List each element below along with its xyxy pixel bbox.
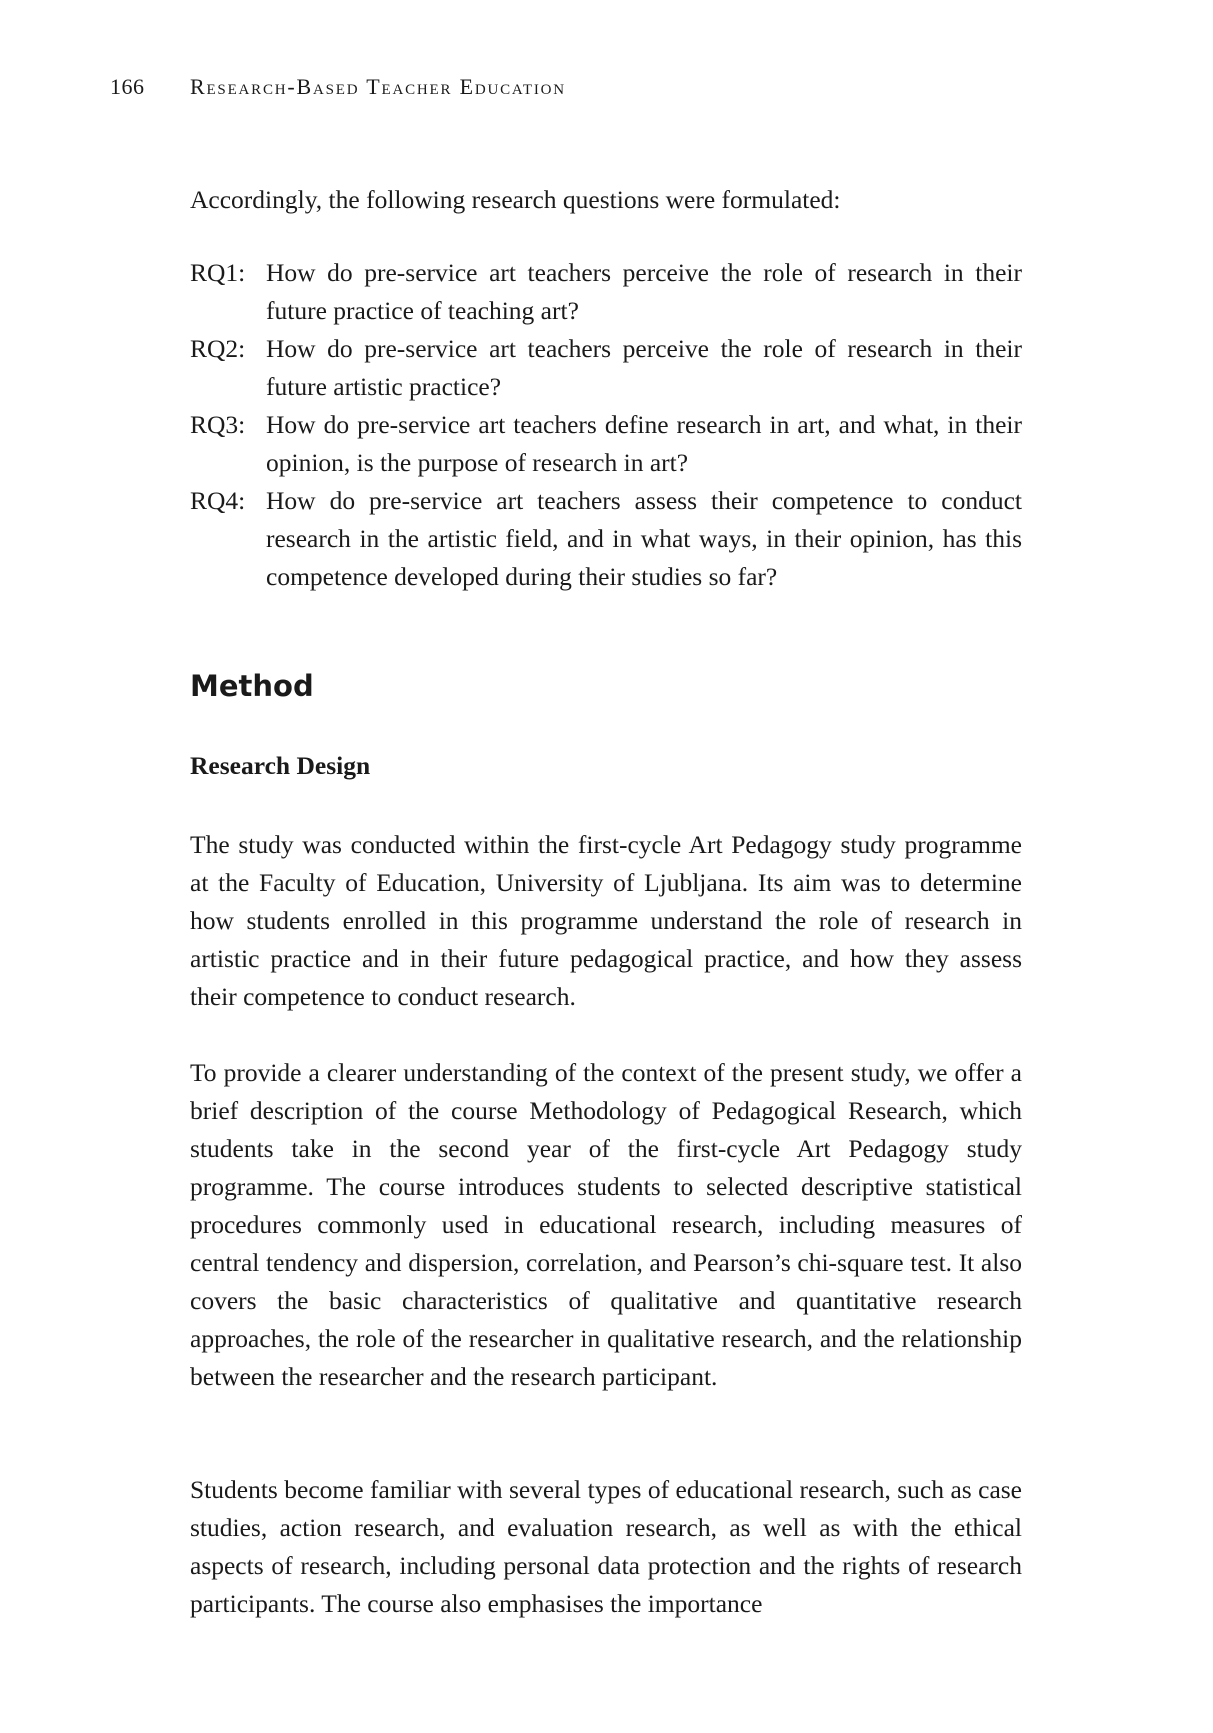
subsection-heading: Research Design (190, 751, 371, 780)
page-number: 166 (110, 74, 145, 99)
research-question-label: RQ3: (190, 410, 246, 439)
research-question-text: How do pre-service art teachers assess their competence to conduct research in the artistic field, and in what ways, in their opinion, has this competence developed during their studies so far? (266, 486, 1022, 591)
research-question-item (190, 406, 1022, 482)
research-question-label: RQ2: (190, 334, 246, 363)
research-question-text: How do pre-service art teachers perceive the role of research in their future practice of teaching art? (266, 258, 1022, 325)
body-paragraph: Students become familiar with several types of educational research, such as case studies, action research, and evaluation research, as well as with the ethical aspects of research, including personal data protection and the rights of research participants. The course also emphasises the importance (190, 1475, 1022, 1618)
research-question-item (190, 330, 1022, 406)
section-heading: Method (190, 669, 314, 703)
research-question-text: How do pre-service art teachers define research in art, and what, in their opinion, is the purpose of research in art? (266, 410, 1022, 477)
running-header (110, 74, 566, 100)
research-questions-list (190, 254, 1022, 596)
body-paragraph: The study was conducted within the first-cycle Art Pedagogy study programme at the Faculty of Education, University of Ljubljana. Its aim was to determine how students enrolled in this programme understand the role of research in artistic practice and in their future pedagogical practice, and how they assess their competence to conduct research. (190, 830, 1022, 1011)
running-title: Research-Based Teacher Education (190, 74, 566, 99)
research-question-item (190, 254, 1022, 330)
research-question-label: RQ4: (190, 486, 246, 515)
research-question-label: RQ1: (190, 258, 246, 287)
body-paragraph: To provide a clearer understanding of the context of the present study, we offer a brief description of the course Methodology of Pedagogical Research, which students take in the second year of the first-cycle Art Pedagogy study programme. The course introduces students to selected descriptive statistical procedures commonly used in educational research, including measures of central tendency and dispersion, correlation, and Pearson’s chi-square test. It also covers the basic characteristics of qualitative and quantitative research approaches, the role of the researcher in qualitative research, and the relationship between the researcher and the research participant. (190, 1058, 1022, 1391)
research-question-item (190, 482, 1022, 596)
intro-paragraph: Accordingly, the following research questions were formulated: (190, 185, 841, 214)
research-question-text: How do pre-service art teachers perceive the role of research in their future artistic practice? (266, 334, 1022, 401)
